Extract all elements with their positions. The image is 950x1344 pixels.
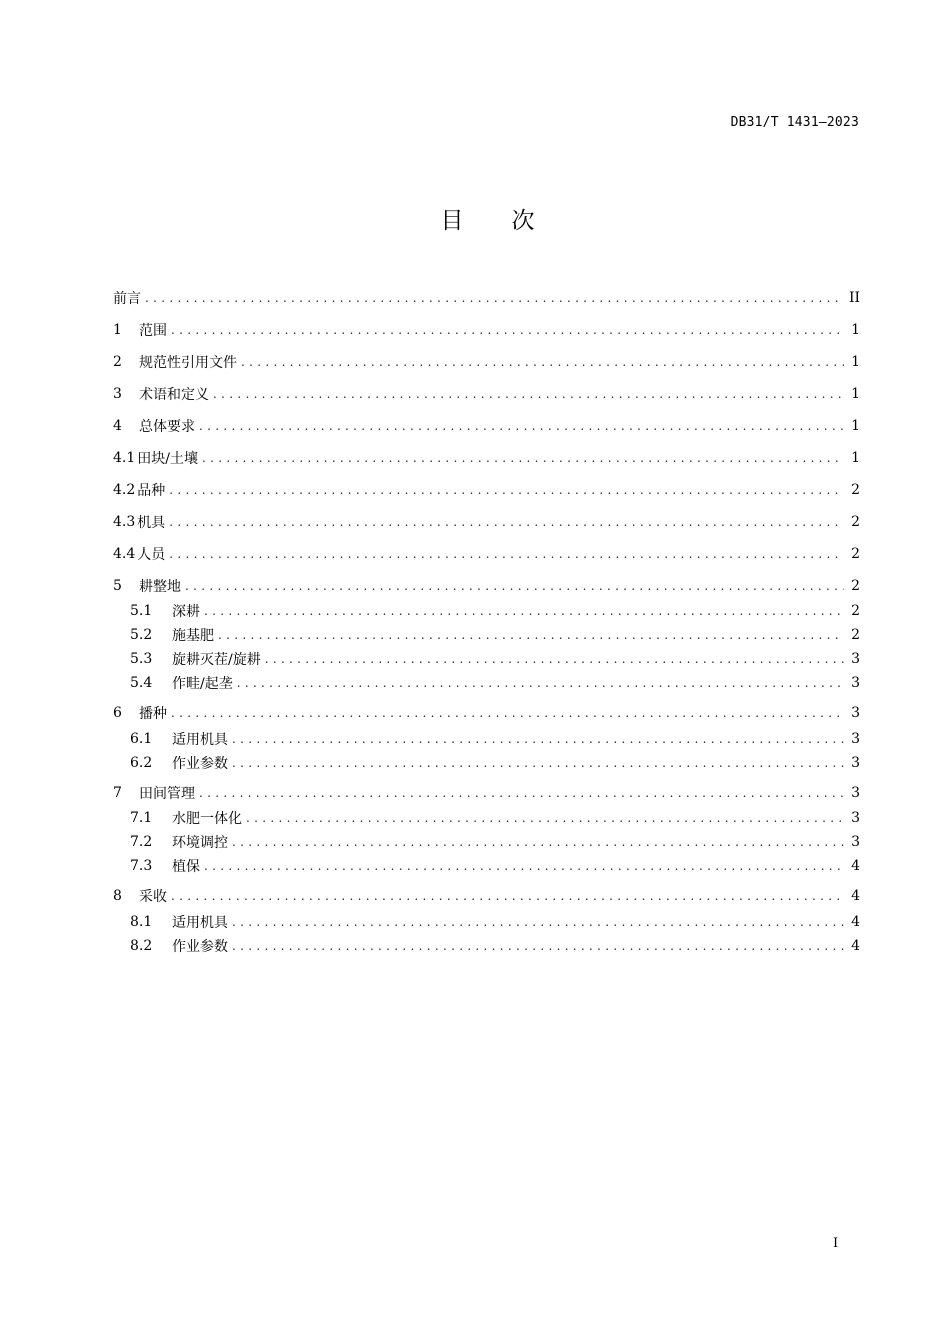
toc-entry-number: 4 [113,418,122,434]
toc-entry-4-4[interactable] [113,543,860,565]
title-char-right: 次 [511,208,535,234]
toc-entry-number: 7 [113,785,122,801]
toc-entry-5-2[interactable] [130,624,860,646]
toc-entry-label: 作业参数 [172,756,228,772]
toc-entry-page: 3 [851,810,860,826]
leader-dots [232,939,844,953]
toc-entry-number: 4.4 [113,546,136,562]
toc-entry-label: 术语和定义 [139,387,209,403]
leader-dots [265,652,844,666]
toc-entry-page: 3 [851,731,860,747]
toc-entry-page: 2 [851,627,860,643]
toc-entry-page: 3 [851,675,860,691]
leader-dots [204,859,844,873]
toc-entry-page: 1 [851,354,860,370]
toc-entry-page: 1 [851,386,860,402]
toc-entry-7-3[interactable] [130,855,860,877]
toc-entry-label: 环境调控 [172,835,228,851]
toc-entry-page: 4 [851,938,860,954]
toc-entry-4[interactable] [113,415,860,437]
toc-entry-label: 采收 [139,889,167,905]
title-char-left: 目 [440,208,464,234]
toc-entry-label: 品种 [137,483,166,499]
toc-entry-label: 作业参数 [172,939,228,955]
toc-entry-label: 耕整地 [139,579,181,595]
leader-dots [199,419,844,433]
toc-entry-page: 3 [851,834,860,850]
toc-entry-number: 7.2 [130,834,153,850]
page-title [0,202,950,235]
toc-entry-7-2[interactable] [130,831,860,853]
toc-entry-label: 田间管理 [139,786,195,802]
leader-dots [171,706,844,720]
toc-entry-page: 3 [851,785,860,801]
toc-entry-label: 人员 [137,547,166,563]
toc-entry-number: 6.1 [130,731,153,747]
toc-entry-label: 旋耕灭茬/旋耕 [172,652,261,668]
toc-entry-label: 植保 [172,859,200,875]
leader-dots [169,483,844,497]
toc-entry-7[interactable] [113,782,860,804]
toc-entry-number: 4.2 [113,482,136,498]
toc-entry-label: 水肥一体化 [172,811,242,827]
leader-dots [213,387,844,401]
toc-entry-label: 机具 [137,515,166,531]
toc-entry-page: 1 [851,322,860,338]
toc-entry-label: 播种 [139,706,167,722]
toc-entry-5-1[interactable] [130,600,860,622]
toc-entry-8-2[interactable] [130,935,860,957]
toc-entry-4-3[interactable] [113,511,860,533]
toc-entry-number: 5 [113,578,122,594]
toc-entry-6[interactable] [113,702,860,724]
toc-entry-8-1[interactable] [130,911,860,933]
leader-dots [246,811,844,825]
leader-dots [237,676,844,690]
toc-entry-number: 4.1 [113,450,136,466]
toc-entry-page: 3 [851,755,860,771]
leader-dots [241,355,844,369]
leader-dots [169,515,844,529]
toc-entry-label: 前言 [113,291,141,307]
toc-entry-number: 6.2 [130,755,153,771]
leader-dots [199,786,844,800]
toc-entry-label: 范围 [139,323,167,339]
toc-entry-2[interactable] [113,351,860,373]
toc-entry-6-1[interactable] [130,728,860,750]
toc-entry-5-3[interactable] [130,648,860,670]
toc-entry-page: II [848,290,860,306]
toc-entry-8[interactable] [113,885,860,907]
leader-dots [171,889,844,903]
toc-entry-label: 田块/土壤 [137,451,198,467]
toc-entry-4-1[interactable] [113,447,860,469]
leader-dots [145,291,843,305]
toc-entry-label: 适用机具 [172,732,228,748]
toc-entry-3[interactable] [113,383,860,405]
leader-dots [204,604,844,618]
toc-entry-6-2[interactable] [130,752,860,774]
toc-entry-1[interactable] [113,319,860,341]
toc-entry-number: 1 [113,322,122,338]
toc-entry-label: 适用机具 [172,915,228,931]
toc-entry-7-1[interactable] [130,807,860,829]
toc-entry-number: 8 [113,888,122,904]
toc-entry-foreword[interactable] [113,287,860,309]
toc-entry-number: 2 [113,354,122,370]
leader-dots [232,756,844,770]
leader-dots [218,628,844,642]
toc-entry-label: 作畦/起垄 [172,676,233,692]
leader-dots [171,323,844,337]
toc-entry-page: 3 [851,705,860,721]
toc-entry-number: 8.2 [130,938,153,954]
toc-entry-page: 4 [851,888,860,904]
toc-entry-number: 5.2 [130,627,153,643]
toc-entry-page: 2 [851,514,860,530]
toc-entry-number: 5.1 [130,603,153,619]
page-number: I [833,1236,839,1251]
leader-dots [202,451,844,465]
toc-entry-page: 1 [851,450,860,466]
toc-entry-page: 1 [851,418,860,434]
toc-entry-label: 深耕 [172,604,200,620]
toc-entry-label: 总体要求 [139,419,195,435]
toc-entry-number: 5.4 [130,675,153,691]
toc-entry-page: 2 [851,546,860,562]
leader-dots [232,835,844,849]
toc-entry-number: 7.1 [130,810,153,826]
toc-entry-page: 4 [851,914,860,930]
toc-entry-page: 2 [851,482,860,498]
toc-entry-number: 8.1 [130,914,153,930]
toc-entry-number: 6 [113,705,122,721]
toc-entry-number: 3 [113,386,122,402]
toc-entry-page: 2 [851,578,860,594]
toc-entry-number: 5.3 [130,651,153,667]
toc-entry-label: 施基肥 [172,628,214,644]
toc-entry-label: 规范性引用文件 [139,355,237,371]
toc-entry-page: 4 [851,858,860,874]
toc-entry-number: 7.3 [130,858,153,874]
toc-entry-page: 3 [851,651,860,667]
leader-dots [185,579,844,593]
toc-entry-5[interactable] [113,575,860,597]
leader-dots [232,732,844,746]
leader-dots [232,915,844,929]
leader-dots [169,547,844,561]
toc-entry-number: 4.3 [113,514,136,530]
toc-entry-page: 2 [851,603,860,619]
document-code: DB31/T 1431—2023 [730,115,859,130]
toc-entry-5-4[interactable] [130,672,860,694]
toc-entry-4-2[interactable] [113,479,860,501]
